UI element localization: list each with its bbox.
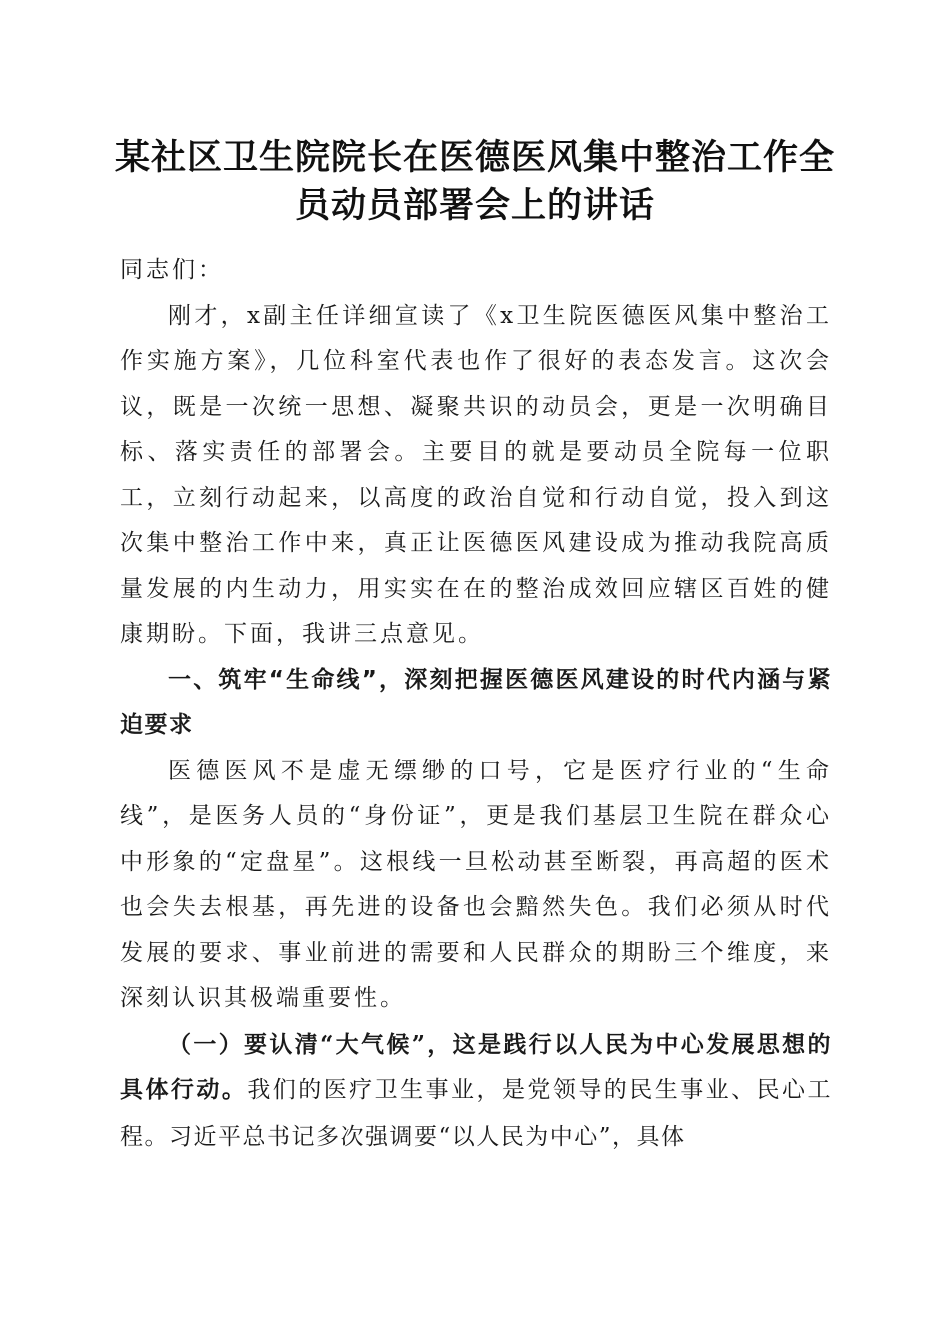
subsection-1-paragraph (120, 1022, 832, 1161)
section-1-heading: 一、筑牢“生命线”，深刻把握医德医风建设的时代内涵与紧迫要求 (120, 666, 832, 738)
section-1-paragraph: 医德医风不是虚无缥缈的口号，它是医疗行业的“生命线”，是医务人员的“身份证”，更是我们基层卫生院在群众心中形象的“定盘星”。这根线一旦松动甚至断裂，再高超的医术也会失去根基，再先进的设备也会黯然失色。我们必须从时代发展的要求、事业前进的需要和人民群众的期盼三个维度，来深刻认识其极端重要性。 (120, 757, 832, 1011)
subsection-1-heading: （一）要认清“大气候”，这是践行以人民为中心发展思想的具体行动。 (120, 1030, 832, 1103)
document-title: 某社区卫生院院长在医德医风集中整治工作全员动员部署会上的讲话 (114, 137, 835, 226)
intro-paragraph: 刚才，x副主任详细宣读了《x卫生院医德医风集中整治工作实施方案》，几位科室代表也作了很好的表态发言。这次会议，既是一次统一思想、凝聚共识的动员会，更是一次明确目标、落实责任的部署会。主要目的就是要动员全院每一位职工，立刻行动起来，以高度的政治自觉和行动自觉，投入到这次集中整治工作中来，真正让医德医风建设成为推动我院高质量发展的内生动力，用实实在在的整治成效回应辖区百姓的健康期盼。下面，我讲三点意见。 (120, 302, 832, 647)
document-body (120, 248, 832, 1160)
greeting: 同志们： (120, 257, 224, 283)
subsection-1-text: 我们的医疗卫生事业，是党领导的民生事业、民心工程。习近平总书记多次强调要“以人民为中心”，具体 (120, 1077, 833, 1150)
